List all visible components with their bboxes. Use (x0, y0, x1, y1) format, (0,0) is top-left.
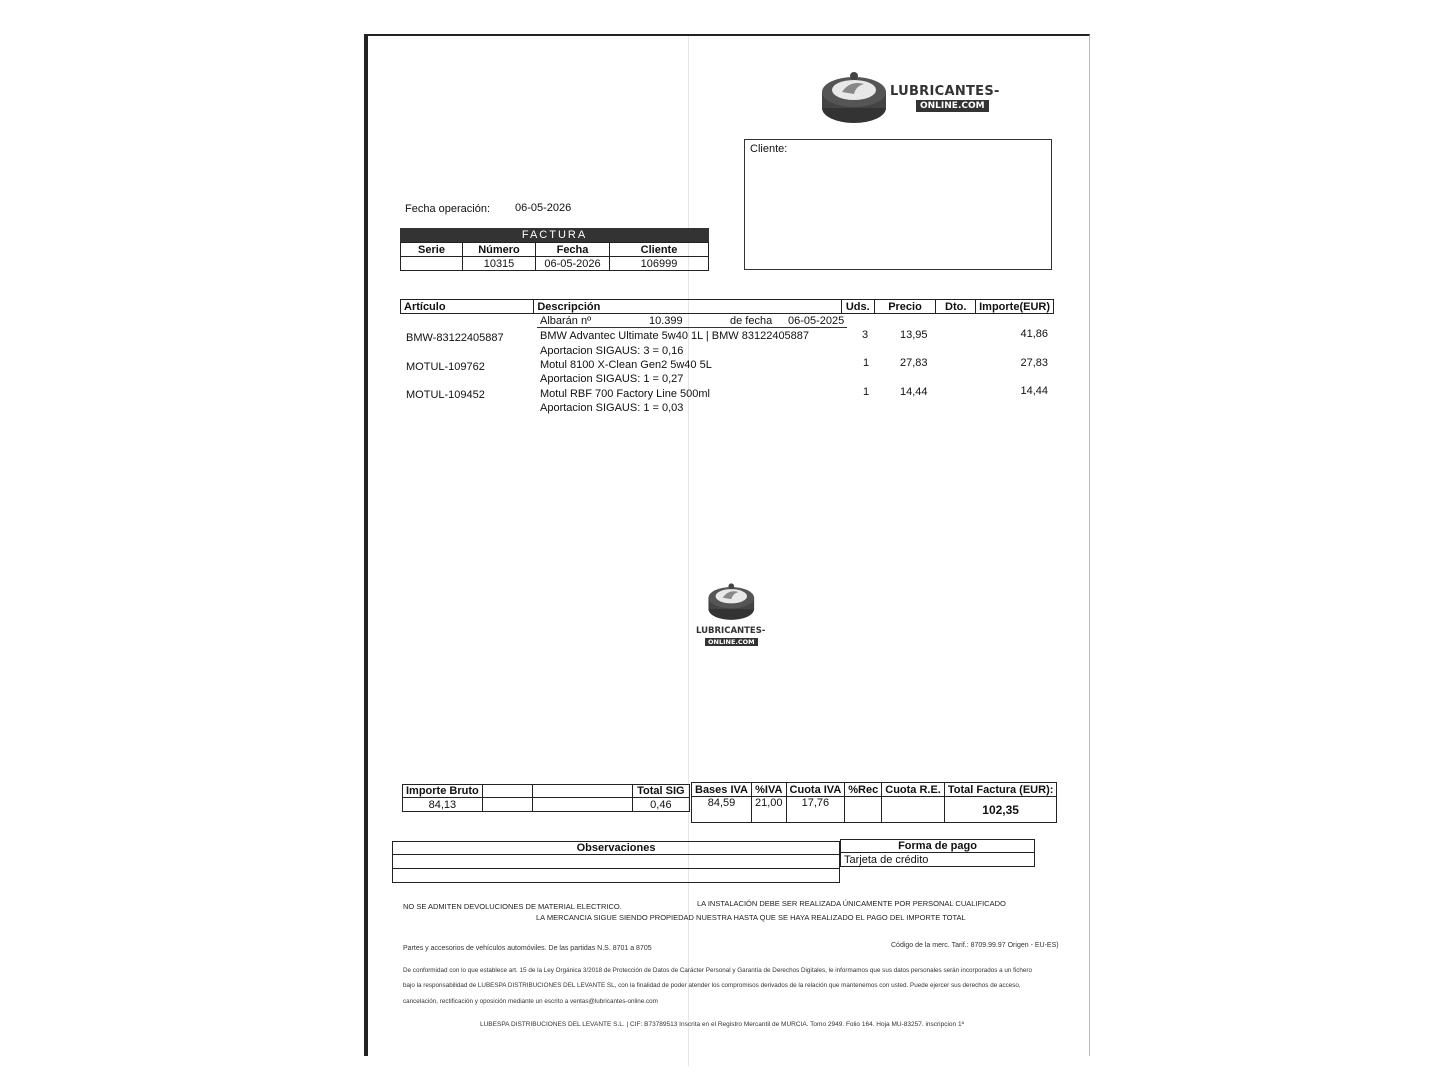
legal-line-3: cancelación, rectificación y oposición mediante un escrito a ventas@lubricantes-online.com (403, 998, 658, 1005)
forma-pago-table (840, 839, 1035, 867)
pct-iva-value: 21,00 (752, 797, 787, 823)
item-3-descripcion: Motul RBF 700 Factory Line 500ml (540, 388, 710, 400)
cuota-re-label: Cuota R.E. (882, 783, 945, 797)
item-2-articulo: MOTUL-109762 (406, 361, 485, 373)
item-2-uds: 1 (863, 357, 870, 369)
notice-propiedad: LA MERCANCIA SIGUE SIENDO PROPIEDAD NUESTRA HASTA QUE SE HAYA REALIZADO EL PAGO DEL IMPORTE TOTAL (536, 913, 966, 922)
item-1-articulo: BMW-83122405887 (406, 332, 504, 344)
notice-instalacion: LA INSTALACIÓN DEBE SER REALIZADA ÚNICAMENTE POR PERSONAL CUALIFICADO (697, 899, 1006, 908)
item-1-precio: 13,95 (900, 329, 928, 341)
empty-cell (482, 785, 532, 798)
factura-table (400, 228, 709, 271)
cuota-iva-value: 17,76 (786, 797, 845, 823)
cuota-iva-label: Cuota IVA (786, 783, 845, 797)
totals-left-table (402, 784, 690, 812)
watermark-line1: LUBRICANTES- (696, 626, 766, 636)
item-3-uds: 1 (863, 386, 870, 398)
importe-bruto-value: 84,13 (403, 798, 483, 812)
factura-serie (401, 257, 463, 271)
cliente-label: Cliente: (750, 143, 788, 155)
legal-line-2: bajo la responsabilidad de LUBESPA DISTRIBUCIONES DEL LEVANTE SL, con la finalidad de poder atender los compromisos derivados de la relación que mantenemos con usted. Puede ejercer sus derechos de acceso, (403, 982, 1021, 989)
albaran-number: 10.399 (649, 315, 683, 327)
albaran-label: Albarán nº (540, 315, 592, 327)
item-3-articulo: MOTUL-109452 (406, 389, 485, 401)
albaran-fecha: 06-05-2025 (788, 315, 845, 327)
item-2-sigaus: Aportacion SIGAUS: 1 = 0,27 (540, 373, 684, 385)
factura-fecha: 06-05-2026 (536, 257, 610, 271)
total-sig-value: 0,46 (632, 798, 689, 812)
empty-cell (532, 785, 632, 798)
total-factura-label: Total Factura (EUR): (944, 783, 1057, 797)
items-header (400, 299, 1054, 314)
item-1-uds: 3 (862, 329, 869, 341)
header-articulo: Artículo (401, 300, 534, 314)
totals-right-table (691, 782, 1057, 823)
codigo-text: Código de la merc. Tarif.: 8709.99.97 Origen - EU-ES) (891, 942, 1059, 949)
factura-title: FACTURA (400, 228, 709, 242)
importe-bruto-label: Importe Bruto (403, 785, 483, 798)
fecha-operacion-value: 06-05-2026 (515, 202, 572, 214)
item-1-sigaus: Aportacion SIGAUS: 3 = 0,16 (540, 345, 684, 357)
item-2-importe: 27,83 (1020, 357, 1048, 369)
factura-header-serie: Serie (401, 243, 463, 257)
factura-cliente: 106999 (610, 257, 709, 271)
oil-cap-watermark-icon (706, 582, 758, 622)
brand-line1: LUBRICANTES- (890, 84, 1000, 99)
watermark-logo (696, 582, 776, 652)
item-2-precio: 27,83 (900, 357, 928, 369)
total-factura-value: 102,35 (944, 797, 1057, 823)
partes-text: Partes y accesorios de vehículos automóviles. De las partidas N.S. 8701 a 8705 (403, 945, 652, 952)
header-precio: Precio (874, 300, 936, 314)
header-importe: Importe(EUR) (976, 300, 1054, 314)
footer-company: LUBESPA DISTRIBUCIONES DEL LEVANTE S.L. | CIF: B73789513 Inscrita en el Registro Mercantil de MURCIA. Tomo 2949. Folio 164. Hoja MU-83257. inscripcion 1ª (480, 1021, 964, 1028)
empty-cell (845, 797, 882, 823)
empty-cell (532, 798, 632, 812)
forma-pago-label: Forma de pago (841, 840, 1035, 853)
factura-header-numero: Número (463, 243, 536, 257)
oil-cap-logo-icon (820, 70, 890, 126)
notice-devoluciones: NO SE ADMITEN DEVOLUCIONES DE MATERIAL ELECTRICO. (403, 902, 622, 911)
observaciones-line (393, 855, 840, 869)
total-sig-label: Total SIG (632, 785, 689, 798)
empty-cell (882, 797, 945, 823)
albaran-fecha-label: de fecha (730, 315, 773, 327)
forma-pago-value: Tarjeta de crédito (841, 853, 1035, 867)
bases-iva-value: 84,59 (692, 797, 752, 823)
observaciones-label: Observaciones (393, 842, 840, 855)
factura-header-cliente: Cliente (610, 243, 709, 257)
item-1-descripcion: BMW Advantec Ultimate 5w40 1L | BMW 83122405887 (540, 330, 810, 342)
brand-line2: ONLINE.COM (916, 100, 989, 112)
item-3-importe: 14,44 (1020, 385, 1048, 397)
cliente-box (744, 139, 1052, 270)
pct-rec-label: %Rec (845, 783, 882, 797)
item-2-descripcion: Motul 8100 X-Clean Gen2 5w40 5L (540, 359, 712, 371)
header-dto: Dto. (936, 300, 976, 314)
watermark-line2: ONLINE.COM (705, 638, 758, 646)
item-3-sigaus: Aportacion SIGAUS: 1 = 0,03 (540, 402, 684, 414)
empty-cell (482, 798, 532, 812)
pct-iva-label: %IVA (752, 783, 787, 797)
observaciones-table (392, 841, 840, 883)
factura-numero: 10315 (463, 257, 536, 271)
legal-line-1: De conformidad con lo que establece art. 15 de la Ley Orgánica 3/2018 de Protección de Datos de Carácter Personal y Garantía de Derechos Digitales, le informamos que sus datos personales serán incorporados a un fichero (403, 967, 1032, 974)
header-descripcion: Descripción (534, 300, 841, 314)
fecha-operacion-label: Fecha operación: (405, 203, 490, 215)
bases-iva-label: Bases IVA (692, 783, 752, 797)
header-uds: Uds. (841, 300, 874, 314)
item-1-importe: 41,86 (1020, 328, 1048, 340)
observaciones-line (393, 869, 840, 883)
fold-line (688, 36, 689, 1066)
brand-logo (820, 70, 1010, 126)
albaran-row (537, 314, 847, 328)
item-3-precio: 14,44 (900, 386, 928, 398)
factura-header-fecha: Fecha (536, 243, 610, 257)
